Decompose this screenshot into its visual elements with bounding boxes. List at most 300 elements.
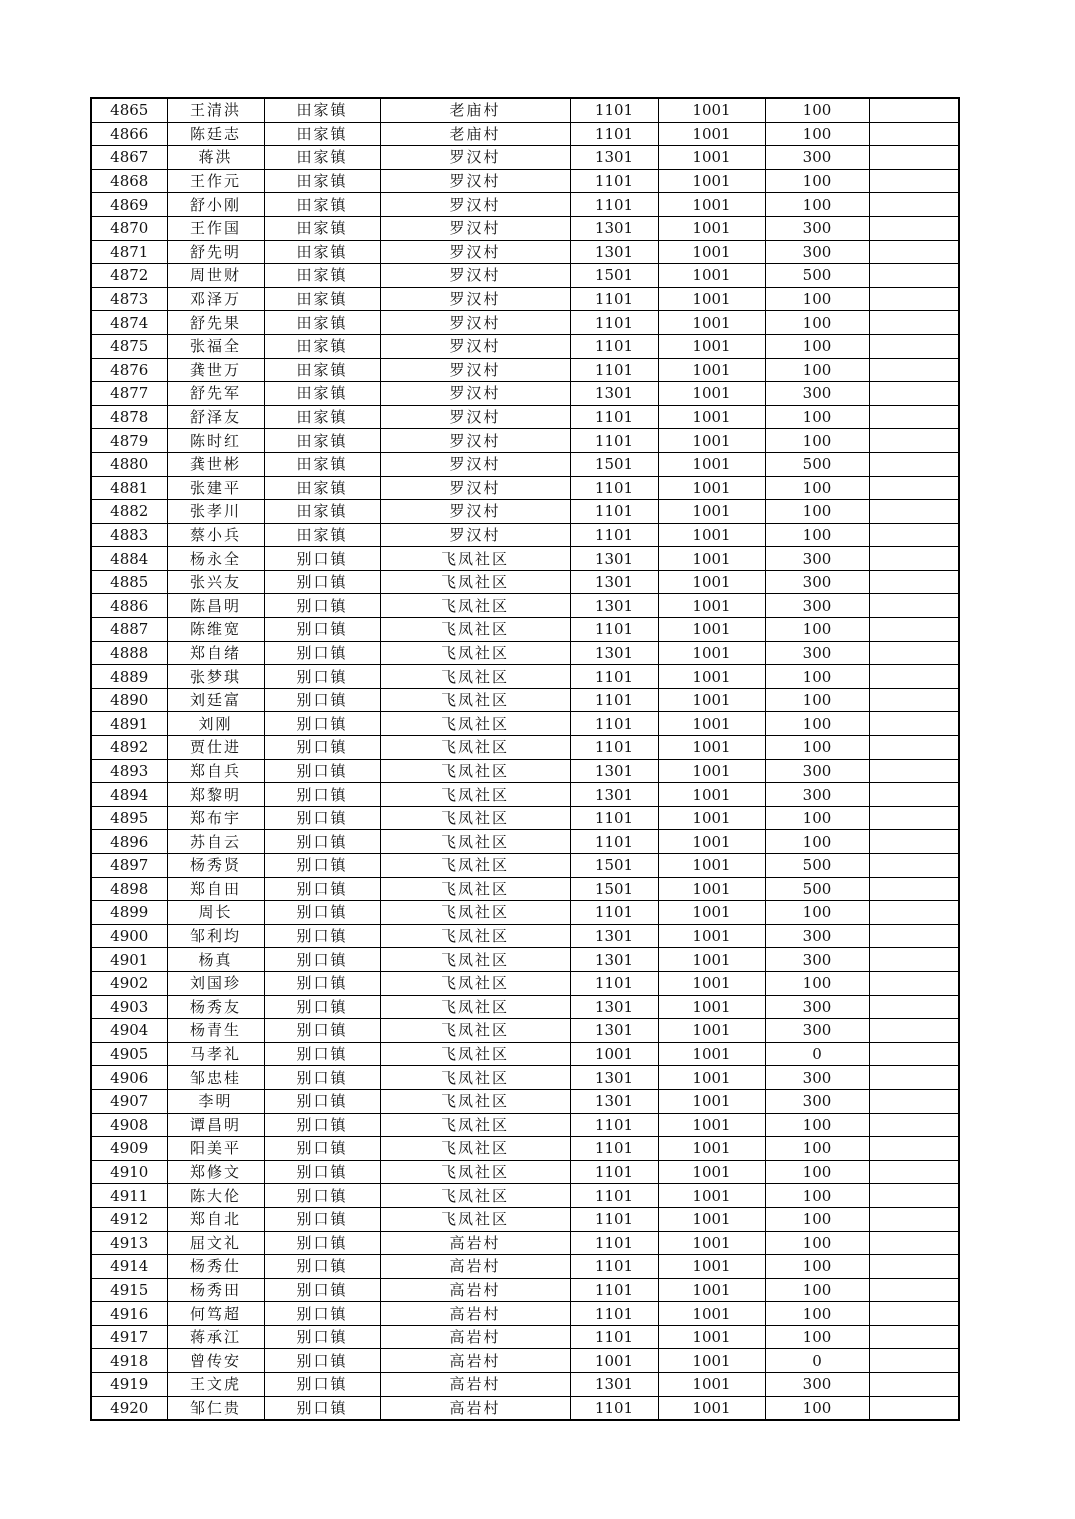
table-row [91, 641, 959, 665]
row-number-cell: 4900 [91, 924, 167, 948]
amount-cell: 100 [765, 1325, 869, 1349]
code-b-cell: 1001 [658, 193, 765, 217]
amount-cell: 300 [765, 948, 869, 972]
code-b-cell: 1001 [658, 523, 765, 547]
amount-cell: 100 [765, 429, 869, 453]
code-b-cell: 1001 [658, 429, 765, 453]
row-number-cell: 4879 [91, 429, 167, 453]
code-a-cell: 1101 [570, 1231, 658, 1255]
village-cell: 飞凤社区 [380, 736, 570, 760]
name-cell: 舒泽友 [167, 405, 264, 429]
code-b-cell: 1001 [658, 334, 765, 358]
code-a-cell: 1101 [570, 1396, 658, 1420]
code-a-cell: 1301 [570, 641, 658, 665]
code-b-cell: 1001 [658, 854, 765, 878]
remark-cell [869, 1396, 959, 1420]
town-cell: 别口镇 [264, 1396, 380, 1420]
name-cell: 曾传安 [167, 1349, 264, 1373]
code-b-cell: 1001 [658, 830, 765, 854]
row-number-cell: 4913 [91, 1231, 167, 1255]
code-b-cell: 1001 [658, 1042, 765, 1066]
table-row [91, 1231, 959, 1255]
town-cell: 田家镇 [264, 287, 380, 311]
code-a-cell: 1101 [570, 1302, 658, 1326]
town-cell: 别口镇 [264, 1255, 380, 1279]
town-cell: 别口镇 [264, 570, 380, 594]
name-cell: 王作国 [167, 216, 264, 240]
code-a-cell: 1301 [570, 948, 658, 972]
code-b-cell: 1001 [658, 901, 765, 925]
village-cell: 罗汉村 [380, 429, 570, 453]
row-number-cell: 4896 [91, 830, 167, 854]
code-a-cell: 1101 [570, 1325, 658, 1349]
name-cell: 张梦琪 [167, 665, 264, 689]
code-a-cell: 1101 [570, 523, 658, 547]
code-a-cell: 1301 [570, 1066, 658, 1090]
town-cell: 别口镇 [264, 1231, 380, 1255]
amount-cell: 100 [765, 618, 869, 642]
row-number-cell: 4869 [91, 193, 167, 217]
name-cell: 郑修文 [167, 1160, 264, 1184]
remark-cell [869, 806, 959, 830]
code-b-cell: 1001 [658, 736, 765, 760]
town-cell: 别口镇 [264, 688, 380, 712]
code-b-cell: 1001 [658, 995, 765, 1019]
town-cell: 田家镇 [264, 311, 380, 335]
village-cell: 罗汉村 [380, 523, 570, 547]
code-b-cell: 1001 [658, 1302, 765, 1326]
code-b-cell: 1001 [658, 1184, 765, 1208]
row-number-cell: 4888 [91, 641, 167, 665]
remark-cell [869, 358, 959, 382]
table-row [91, 122, 959, 146]
amount-cell: 300 [765, 240, 869, 264]
row-number-cell: 4866 [91, 122, 167, 146]
remark-cell [869, 877, 959, 901]
remark-cell [869, 476, 959, 500]
village-cell: 飞凤社区 [380, 1066, 570, 1090]
amount-cell: 100 [765, 1302, 869, 1326]
row-number-cell: 4909 [91, 1137, 167, 1161]
code-a-cell: 1101 [570, 712, 658, 736]
remark-cell [869, 971, 959, 995]
code-a-cell: 1501 [570, 264, 658, 288]
village-cell: 高岩村 [380, 1396, 570, 1420]
remark-cell [869, 1113, 959, 1137]
row-number-cell: 4870 [91, 216, 167, 240]
table-row [91, 688, 959, 712]
town-cell: 别口镇 [264, 618, 380, 642]
town-cell: 田家镇 [264, 429, 380, 453]
row-number-cell: 4920 [91, 1396, 167, 1420]
code-b-cell: 1001 [658, 1349, 765, 1373]
code-a-cell: 1301 [570, 570, 658, 594]
name-cell: 王清洪 [167, 98, 264, 122]
row-number-cell: 4871 [91, 240, 167, 264]
row-number-cell: 4867 [91, 146, 167, 170]
amount-cell: 100 [765, 712, 869, 736]
village-cell: 飞凤社区 [380, 547, 570, 571]
town-cell: 别口镇 [264, 1207, 380, 1231]
code-b-cell: 1001 [658, 1207, 765, 1231]
village-cell: 罗汉村 [380, 240, 570, 264]
amount-cell: 100 [765, 1278, 869, 1302]
code-b-cell: 1001 [658, 594, 765, 618]
row-number-cell: 4873 [91, 287, 167, 311]
table-row [91, 1089, 959, 1113]
village-cell: 飞凤社区 [380, 830, 570, 854]
town-cell: 田家镇 [264, 98, 380, 122]
remark-cell [869, 924, 959, 948]
code-b-cell: 1001 [658, 641, 765, 665]
table-row [91, 98, 959, 122]
town-cell: 别口镇 [264, 665, 380, 689]
remark-cell [869, 1137, 959, 1161]
town-cell: 别口镇 [264, 1042, 380, 1066]
name-cell: 杨永全 [167, 547, 264, 571]
amount-cell: 100 [765, 169, 869, 193]
name-cell: 周世财 [167, 264, 264, 288]
village-cell: 罗汉村 [380, 358, 570, 382]
remark-cell [869, 1325, 959, 1349]
row-number-cell: 4886 [91, 594, 167, 618]
row-number-cell: 4874 [91, 311, 167, 335]
table-row [91, 736, 959, 760]
town-cell: 别口镇 [264, 924, 380, 948]
code-a-cell: 1101 [570, 500, 658, 524]
village-cell: 飞凤社区 [380, 783, 570, 807]
name-cell: 邓泽万 [167, 287, 264, 311]
row-number-cell: 4890 [91, 688, 167, 712]
table-row [91, 523, 959, 547]
town-cell: 田家镇 [264, 264, 380, 288]
code-a-cell: 1501 [570, 452, 658, 476]
name-cell: 舒小刚 [167, 193, 264, 217]
town-cell: 田家镇 [264, 405, 380, 429]
row-number-cell: 4895 [91, 806, 167, 830]
amount-cell: 300 [765, 1373, 869, 1397]
code-a-cell: 1301 [570, 382, 658, 406]
code-b-cell: 1001 [658, 264, 765, 288]
name-cell: 刘刚 [167, 712, 264, 736]
code-a-cell: 1101 [570, 618, 658, 642]
code-a-cell: 1101 [570, 193, 658, 217]
amount-cell: 100 [765, 736, 869, 760]
name-cell: 李明 [167, 1089, 264, 1113]
remark-cell [869, 1184, 959, 1208]
table-row [91, 1255, 959, 1279]
village-cell: 飞凤社区 [380, 594, 570, 618]
code-b-cell: 1001 [658, 1066, 765, 1090]
town-cell: 田家镇 [264, 358, 380, 382]
table-row [91, 594, 959, 618]
code-a-cell: 1501 [570, 854, 658, 878]
remark-cell [869, 98, 959, 122]
row-number-cell: 4885 [91, 570, 167, 594]
code-a-cell: 1301 [570, 783, 658, 807]
row-number-cell: 4915 [91, 1278, 167, 1302]
town-cell: 别口镇 [264, 901, 380, 925]
name-cell: 刘廷富 [167, 688, 264, 712]
table-row [91, 877, 959, 901]
row-number-cell: 4887 [91, 618, 167, 642]
remark-cell [869, 1207, 959, 1231]
amount-cell: 100 [765, 1184, 869, 1208]
code-b-cell: 1001 [658, 240, 765, 264]
amount-cell: 100 [765, 405, 869, 429]
table-row [91, 830, 959, 854]
table-row [91, 334, 959, 358]
code-b-cell: 1001 [658, 1373, 765, 1397]
name-cell: 郑自北 [167, 1207, 264, 1231]
amount-cell: 100 [765, 311, 869, 335]
remark-cell [869, 1042, 959, 1066]
table-row [91, 287, 959, 311]
name-cell: 王文虎 [167, 1373, 264, 1397]
village-cell: 飞凤社区 [380, 995, 570, 1019]
table-row [91, 570, 959, 594]
code-a-cell: 1101 [570, 122, 658, 146]
code-b-cell: 1001 [658, 1137, 765, 1161]
row-number-cell: 4892 [91, 736, 167, 760]
name-cell: 蔡小兵 [167, 523, 264, 547]
town-cell: 别口镇 [264, 971, 380, 995]
village-cell: 飞凤社区 [380, 1184, 570, 1208]
village-cell: 高岩村 [380, 1325, 570, 1349]
village-cell: 罗汉村 [380, 311, 570, 335]
amount-cell: 100 [765, 287, 869, 311]
remark-cell [869, 618, 959, 642]
table-row [91, 476, 959, 500]
code-a-cell: 1301 [570, 146, 658, 170]
name-cell: 谭昌明 [167, 1113, 264, 1137]
town-cell: 别口镇 [264, 1137, 380, 1161]
table-row [91, 429, 959, 453]
village-cell: 飞凤社区 [380, 712, 570, 736]
table-row [91, 146, 959, 170]
village-cell: 罗汉村 [380, 193, 570, 217]
row-number-cell: 4902 [91, 971, 167, 995]
village-cell: 飞凤社区 [380, 1019, 570, 1043]
name-cell: 陈大伦 [167, 1184, 264, 1208]
town-cell: 田家镇 [264, 334, 380, 358]
code-b-cell: 1001 [658, 405, 765, 429]
town-cell: 田家镇 [264, 382, 380, 406]
town-cell: 别口镇 [264, 1278, 380, 1302]
code-b-cell: 1001 [658, 877, 765, 901]
code-a-cell: 1101 [570, 1207, 658, 1231]
village-cell: 老庙村 [380, 98, 570, 122]
amount-cell: 100 [765, 1396, 869, 1420]
table-row [91, 358, 959, 382]
remark-cell [869, 287, 959, 311]
remark-cell [869, 452, 959, 476]
remark-cell [869, 1373, 959, 1397]
remark-cell [869, 1278, 959, 1302]
row-number-cell: 4883 [91, 523, 167, 547]
amount-cell: 100 [765, 122, 869, 146]
row-number-cell: 4894 [91, 783, 167, 807]
row-number-cell: 4889 [91, 665, 167, 689]
table-row [91, 547, 959, 571]
code-b-cell: 1001 [658, 618, 765, 642]
remark-cell [869, 995, 959, 1019]
remark-cell [869, 1302, 959, 1326]
table-row [91, 1325, 959, 1349]
village-cell: 罗汉村 [380, 476, 570, 500]
name-cell: 杨秀贤 [167, 854, 264, 878]
town-cell: 田家镇 [264, 122, 380, 146]
remark-cell [869, 193, 959, 217]
code-b-cell: 1001 [658, 924, 765, 948]
town-cell: 别口镇 [264, 547, 380, 571]
town-cell: 别口镇 [264, 877, 380, 901]
amount-cell: 100 [765, 98, 869, 122]
village-cell: 高岩村 [380, 1373, 570, 1397]
remark-cell [869, 146, 959, 170]
remark-cell [869, 594, 959, 618]
name-cell: 郑布宇 [167, 806, 264, 830]
name-cell: 邹仁贵 [167, 1396, 264, 1420]
row-number-cell: 4917 [91, 1325, 167, 1349]
table-row [91, 971, 959, 995]
code-a-cell: 1001 [570, 1349, 658, 1373]
code-a-cell: 1001 [570, 1042, 658, 1066]
code-b-cell: 1001 [658, 1325, 765, 1349]
village-cell: 飞凤社区 [380, 641, 570, 665]
remark-cell [869, 665, 959, 689]
row-number-cell: 4882 [91, 500, 167, 524]
village-cell: 飞凤社区 [380, 1160, 570, 1184]
amount-cell: 0 [765, 1042, 869, 1066]
town-cell: 别口镇 [264, 1089, 380, 1113]
code-a-cell: 1101 [570, 98, 658, 122]
code-b-cell: 1001 [658, 783, 765, 807]
remark-cell [869, 570, 959, 594]
code-a-cell: 1101 [570, 1160, 658, 1184]
amount-cell: 300 [765, 759, 869, 783]
code-b-cell: 1001 [658, 1231, 765, 1255]
village-cell: 高岩村 [380, 1349, 570, 1373]
code-a-cell: 1301 [570, 924, 658, 948]
village-cell: 高岩村 [380, 1255, 570, 1279]
remark-cell [869, 547, 959, 571]
town-cell: 别口镇 [264, 995, 380, 1019]
code-b-cell: 1001 [658, 688, 765, 712]
name-cell: 郑自绪 [167, 641, 264, 665]
table-row [91, 948, 959, 972]
table-row [91, 924, 959, 948]
amount-cell: 100 [765, 688, 869, 712]
amount-cell: 300 [765, 570, 869, 594]
table-row [91, 1019, 959, 1043]
amount-cell: 300 [765, 641, 869, 665]
table-row [91, 665, 959, 689]
village-cell: 飞凤社区 [380, 1137, 570, 1161]
row-number-cell: 4903 [91, 995, 167, 1019]
table-row [91, 759, 959, 783]
village-cell: 罗汉村 [380, 500, 570, 524]
remark-cell [869, 405, 959, 429]
town-cell: 田家镇 [264, 500, 380, 524]
table-row [91, 500, 959, 524]
town-cell: 别口镇 [264, 1302, 380, 1326]
table-row [91, 712, 959, 736]
table-body [91, 98, 959, 1420]
data-table [90, 97, 960, 1421]
name-cell: 周长 [167, 901, 264, 925]
village-cell: 飞凤社区 [380, 1042, 570, 1066]
remark-cell [869, 240, 959, 264]
row-number-cell: 4916 [91, 1302, 167, 1326]
amount-cell: 300 [765, 995, 869, 1019]
name-cell: 屈文礼 [167, 1231, 264, 1255]
code-b-cell: 1001 [658, 98, 765, 122]
town-cell: 田家镇 [264, 523, 380, 547]
village-cell: 飞凤社区 [380, 570, 570, 594]
table-row [91, 240, 959, 264]
amount-cell: 500 [765, 264, 869, 288]
row-number-cell: 4904 [91, 1019, 167, 1043]
row-number-cell: 4906 [91, 1066, 167, 1090]
table-row [91, 1302, 959, 1326]
village-cell: 飞凤社区 [380, 1207, 570, 1231]
code-a-cell: 1501 [570, 877, 658, 901]
remark-cell [869, 1019, 959, 1043]
row-number-cell: 4914 [91, 1255, 167, 1279]
remark-cell [869, 1160, 959, 1184]
code-a-cell: 1101 [570, 169, 658, 193]
row-number-cell: 4884 [91, 547, 167, 571]
amount-cell: 300 [765, 594, 869, 618]
code-a-cell: 1301 [570, 594, 658, 618]
village-cell: 飞凤社区 [380, 1089, 570, 1113]
code-b-cell: 1001 [658, 948, 765, 972]
code-a-cell: 1101 [570, 334, 658, 358]
village-cell: 飞凤社区 [380, 665, 570, 689]
row-number-cell: 4868 [91, 169, 167, 193]
name-cell: 郑黎明 [167, 783, 264, 807]
village-cell: 飞凤社区 [380, 901, 570, 925]
table-row [91, 311, 959, 335]
name-cell: 陈昌明 [167, 594, 264, 618]
amount-cell: 100 [765, 830, 869, 854]
town-cell: 别口镇 [264, 1066, 380, 1090]
name-cell: 刘国珍 [167, 971, 264, 995]
code-a-cell: 1301 [570, 547, 658, 571]
code-b-cell: 1001 [658, 1019, 765, 1043]
code-b-cell: 1001 [658, 806, 765, 830]
amount-cell: 300 [765, 1019, 869, 1043]
code-a-cell: 1101 [570, 405, 658, 429]
amount-cell: 300 [765, 924, 869, 948]
village-cell: 罗汉村 [380, 334, 570, 358]
remark-cell [869, 1349, 959, 1373]
row-number-cell: 4897 [91, 854, 167, 878]
row-number-cell: 4901 [91, 948, 167, 972]
town-cell: 别口镇 [264, 806, 380, 830]
remark-cell [869, 759, 959, 783]
code-b-cell: 1001 [658, 759, 765, 783]
town-cell: 田家镇 [264, 476, 380, 500]
name-cell: 陈廷志 [167, 122, 264, 146]
amount-cell: 100 [765, 476, 869, 500]
name-cell: 王作元 [167, 169, 264, 193]
remark-cell [869, 854, 959, 878]
code-a-cell: 1101 [570, 311, 658, 335]
row-number-cell: 4898 [91, 877, 167, 901]
remark-cell [869, 1231, 959, 1255]
